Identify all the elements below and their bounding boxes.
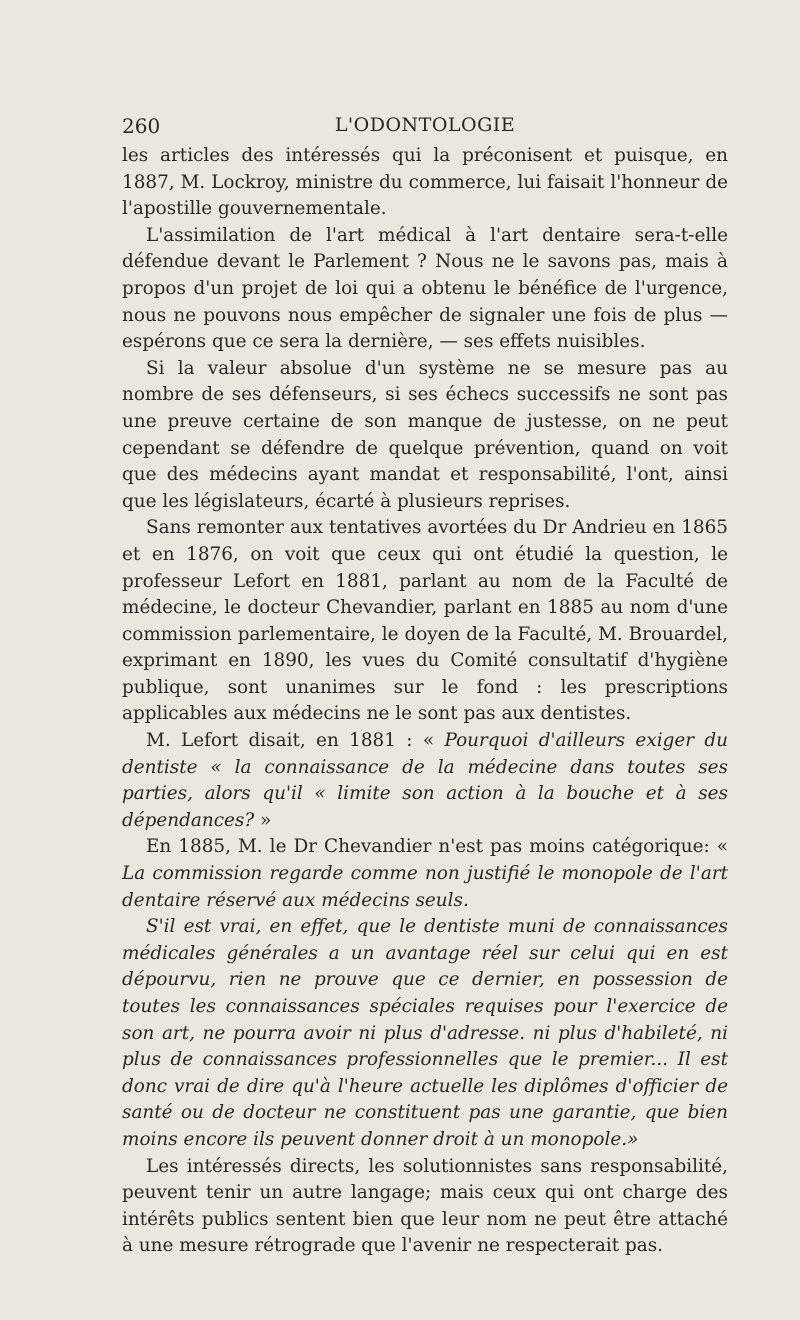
paragraph-continuation: les articles des intéressés qui la préconisent et puisque, en 1887, M. Lockroy, ministre du commerce, lui faisait l'honneur de l'apostille gouvernementale. [122,145,728,220]
page-header [122,114,728,142]
paragraph-valeur: Si la valeur absolue d'un système ne se mesure pas au nombre de ses défenseurs, si ses échecs successifs ne sont pas une preuve certaine de son manque de justesse, on ne peut cependant se défendre de quelque prévention, quand on voit que des médecins ayant mandat et responsabilité, l'ont, ainsi que les législateurs, écarté à plusieurs reprises. [122,357,728,512]
running-title: L'ODONTOLOGIE [334,114,516,136]
paragraph-chevandier-quote [122,834,728,914]
paragraph-closing: Les intéressés directs, les solutionnistes sans responsabilité, peuvent tenir un autre langage; mais ceux qui ont charge des intérêts publics sentent bien que leur nom ne peut être attaché à une mesure rétrograde que l'avenir ne respecterait pas. [122,1155,728,1257]
lefort-close: » [254,809,272,831]
paragraph-historique: Sans remonter aux tentatives avortées du Dr Andrieu en 1865 et en 1876, on voit que ceux qui ont étudié la question, le professeur Lefort en 1881, parlant au nom de la Faculté de médecine, le docteur Chevandier, parlant en 1885 au nom d'une commission parlementaire, le doyen de la Faculté, M. Brouardel, exprimant en 1890, les vues du Comité consultatif d'hygiène publique, sont unanimes sur le fond : les prescriptions applicables aux médecins ne le sont pas aux dentistes. [122,517,728,725]
paragraph-quote-continued: S'il est vrai, en effet, que le dentiste muni de connaissances médicales générales a un avantage réel sur celui qui en est dépourvu, rien ne prouve que ce dernier, en possession de toutes les connaissances spéciales requises pour l'exercice de son art, ne pourra avoir ni plus d'adresse. ni plus d'habileté, ni plus de connaissances professionnelles que le premier... Il est donc vrai de dire qu'à l'heure actuelle les diplômes d'officier de santé ou de docteur ne constituent pas une garantie, que bien moins encore ils peuvent donner droit à un monopole.» [122,916,728,1150]
chevandier-quote: La commission regarde comme non justifié le monopole de l'art dentaire réservé aux médecins seuls. [122,863,728,911]
chevandier-intro: En 1885, M. le Dr Chevandier n'est pas moins catégorique: « [146,836,728,858]
body-text [122,143,728,1260]
paragraph-assimilation: L'assimilation de l'art médical à l'art dentaire sera-t-elle défendue devant le Parlement ? Nous ne le savons pas, mais à propos d'un projet de loi qui a obtenu le bénéfice de l'urgence, nous ne pouvons nous empêcher de signaler une fois de plus — espérons que ce sera la dernière, — ses effets nuisibles. [122,224,728,353]
lefort-quote: Pourquoi d'ailleurs exiger du dentiste « la connaissance de la médecine dans toutes ses parties, alors qu'il « limite son action à la bouche et à ses dépendances? [122,730,728,831]
lefort-intro: M. Lefort disait, en 1881 : « [146,730,445,752]
page-number: 260 [122,114,161,138]
paragraph-lefort-quote [122,728,728,834]
